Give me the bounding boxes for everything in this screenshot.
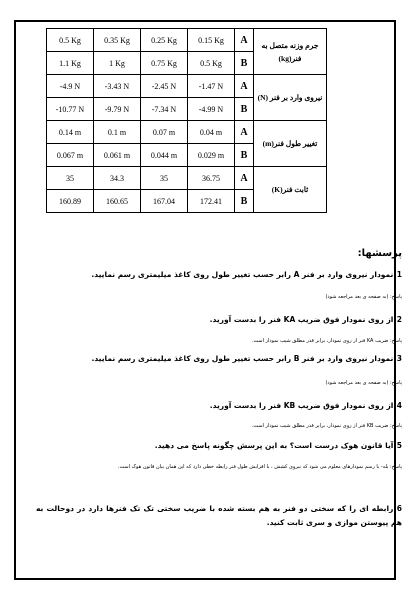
table-row [47, 75, 327, 98]
table-cell: 0.75 Kg [141, 52, 188, 75]
table-cell: 1 Kg [94, 52, 141, 75]
table-cell: 1.1 Kg [47, 52, 94, 75]
table-cell: 0.5 Kg [47, 29, 94, 52]
table-cell: 172.41 [188, 190, 235, 213]
question-3: 3)نمودار نیروی وارد بر فنر B رابر حسب تغییر طول روی کاغذ میلیمتری رسم نمایید. [91, 354, 402, 363]
table-cell: 167.04 [141, 190, 188, 213]
row-label: B [235, 190, 254, 213]
quantity-header: تغییر طول فنر(m) [254, 121, 327, 167]
table-cell: 36.75 [188, 167, 235, 190]
table-cell: -4.99 N [188, 98, 235, 121]
quantity-header: جرم وزنه متصل به فنر(kg) [254, 29, 327, 75]
table-cell: 35 [47, 167, 94, 190]
table-cell: 0.07 m [141, 121, 188, 144]
row-label: A [235, 75, 254, 98]
table-cell: 0.029 m [188, 144, 235, 167]
question-6: 6)رابطه ای را که سختی دو فنر به هم بسته شده با ضریب سختی تک تک فنرها دارد در دوحالت به هم پیوستن موازی و سری ثابت کنید. [36, 504, 402, 527]
table-cell: 0.061 m [94, 144, 141, 167]
table-cell: 0.14 m [47, 121, 94, 144]
row-label: B [235, 98, 254, 121]
row-label: A [235, 121, 254, 144]
answer-1: پاسخ: (به صفحه ی بعد مراجعه شود) [325, 294, 402, 300]
answer-5: پاسخ: بله- با رسم نمودارهای معلوم می شود که نیروی کشش ، با افزایش طول فنر رابطه خطی دارد که این همان بیان قانون هوک است. [117, 464, 402, 470]
table-cell: -7.34 N [141, 98, 188, 121]
table-cell: 0.35 Kg [94, 29, 141, 52]
table-row [47, 121, 327, 144]
table-cell: -10.77 N [47, 98, 94, 121]
answer-2: پاسخ: ضریب KA فنر از روی نمودار، برابر قدر مطلق شیب نمودار است. [251, 338, 402, 344]
table-cell: 160.89 [47, 190, 94, 213]
question-1: 1)نمودار نیروی وارد بر فنر A رابر حسب تغییر طول روی کاغذ میلیمتری رسم نمایید. [91, 270, 402, 279]
table-cell: -9.79 N [94, 98, 141, 121]
answer-4: پاسخ: ضریب KB فنر از روی نمودار، برابر قدر مطلق شیب نمودار است. [251, 423, 402, 429]
data-table [46, 28, 327, 213]
row-label: B [235, 144, 254, 167]
quantity-header: نیروی وارد بر فنر (N) [254, 75, 327, 121]
table-cell: 0.04 m [188, 121, 235, 144]
table-cell: 34.3 [94, 167, 141, 190]
questions-heading: پرسشها: [357, 248, 402, 259]
table-cell: -3.43 N [94, 75, 141, 98]
answer-3: پاسخ: (به صفحه ی بعد مراجعه شود) [325, 380, 402, 386]
question-4: 4)از روی نمودار فوق ضریب KB فنر را بدست آورید. [209, 401, 402, 410]
question-2: 2)از روی نمودار فوق ضریب KA فنر را بدست آورید. [209, 315, 402, 324]
table-cell: 35 [141, 167, 188, 190]
table-cell: 160.65 [94, 190, 141, 213]
table-row [47, 167, 327, 190]
table-cell: 0.5 Kg [188, 52, 235, 75]
row-label: A [235, 29, 254, 52]
table-cell: -2.45 N [141, 75, 188, 98]
question-5: 5)آیا قانون هوک درست است؟ به این پرسش چگونه پاسخ می دهید. [154, 441, 402, 450]
table-cell: 0.15 Kg [188, 29, 235, 52]
table-cell: 0.067 m [47, 144, 94, 167]
row-label: B [235, 52, 254, 75]
table-row [47, 29, 327, 52]
table-cell: 0.25 Kg [141, 29, 188, 52]
table-cell: -1.47 N [188, 75, 235, 98]
table-cell: 0.044 m [141, 144, 188, 167]
table-cell: -4.9 N [47, 75, 94, 98]
quantity-header: ثابت فنر(K) [254, 167, 327, 213]
table-cell: 0.1 m [94, 121, 141, 144]
row-label: A [235, 167, 254, 190]
